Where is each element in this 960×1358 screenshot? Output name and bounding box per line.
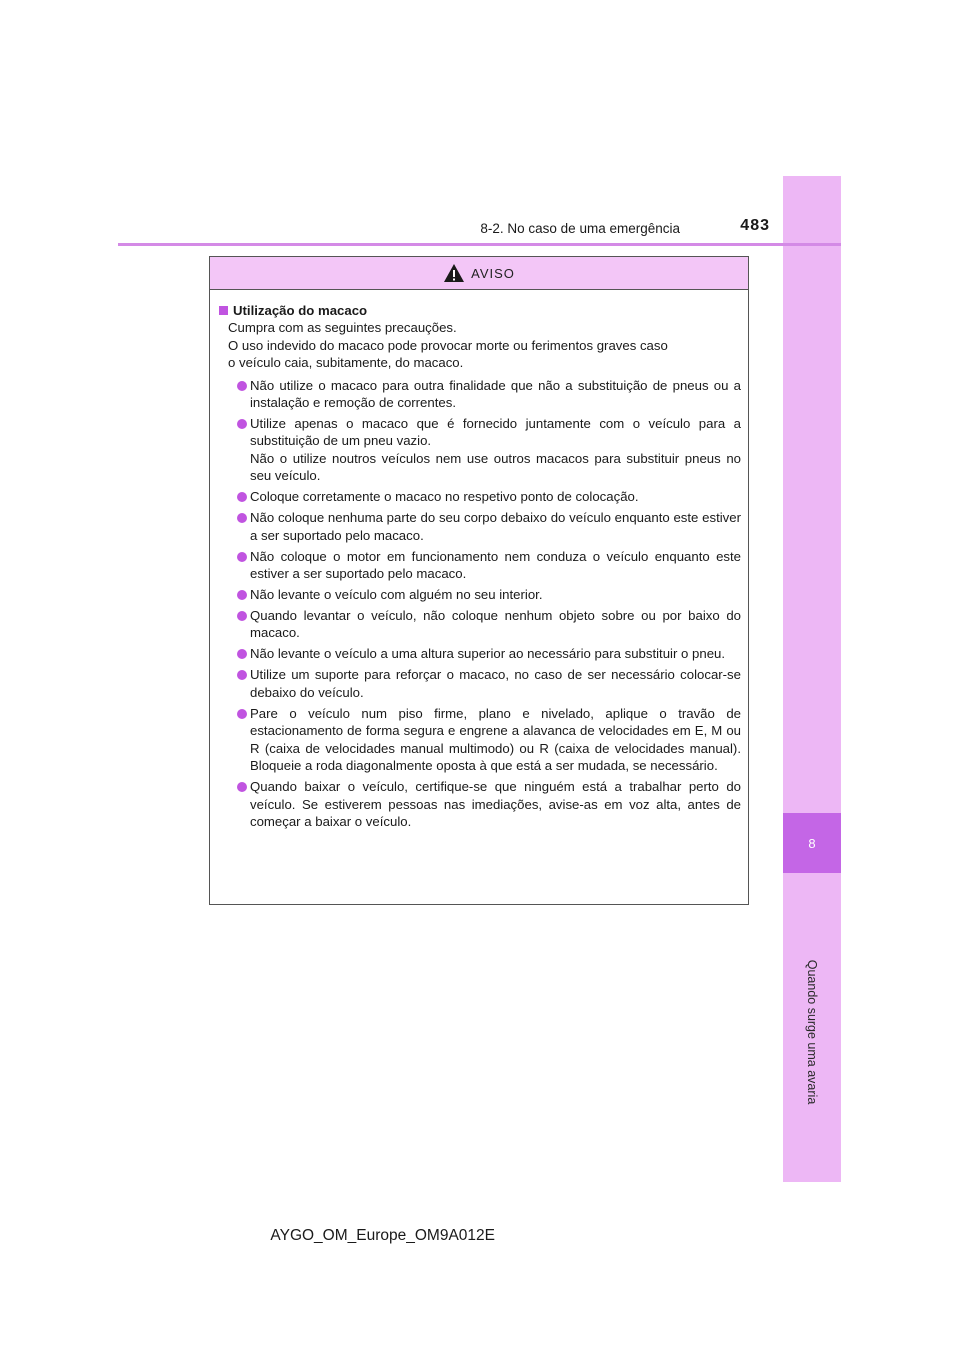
header-divider [118, 243, 841, 246]
precaution-extra-text: Não o utilize noutros veículos nem use outros macacos para substituir pneus no seu veículo. [250, 450, 741, 484]
warning-title: AVISO [471, 265, 515, 281]
topic-heading-text: Utilização do macaco [233, 303, 368, 318]
precaution-text: Coloque corretamente o macaco no respetivo ponto de colocação. [250, 489, 639, 505]
bullet-dot-icon [237, 590, 247, 600]
warning-body [210, 290, 748, 830]
precaution-item [228, 548, 741, 583]
precaution-text: Não levante o veículo com alguém no seu interior. [250, 587, 543, 603]
intro-text [228, 319, 741, 371]
warning-header [210, 257, 748, 290]
bullet-dot-icon [237, 670, 247, 680]
bullet-dot-icon [237, 381, 247, 391]
precaution-item [228, 586, 741, 603]
section-title: 8-2. No caso de uma emergência [480, 221, 680, 236]
precaution-text: Quando baixar o veículo, certifique-se que ninguém está a trabalhar perto do veículo. Se estiverem pessoas nas imediações, avise-as em voz alta, antes de começar a baixar o veículo. [250, 779, 741, 829]
bullet-dot-icon [237, 782, 247, 792]
chapter-number: 8 [783, 813, 841, 873]
precaution-text: Quando levantar o veículo, não coloque nenhum objeto sobre ou por baixo do macaco. [250, 608, 741, 641]
precaution-text: Não levante o veículo a uma altura superior ao necessário para substituir o pneu. [250, 646, 726, 662]
bullet-dot-icon [237, 513, 247, 523]
precaution-item [228, 607, 741, 642]
bullet-dot-icon [237, 611, 247, 621]
bullet-dot-icon [237, 419, 247, 429]
intro-line: Cumpra com as seguintes precauções. [228, 320, 457, 336]
warning-box [209, 256, 749, 905]
page-number: 483 [740, 217, 770, 234]
precaution-text: Não utilize o macaco para outra finalidade que não a substituição de pneus ou a instalação e remoção de correntes. [250, 377, 741, 411]
bullet-dot-icon [237, 649, 247, 659]
precaution-item [228, 645, 741, 662]
precaution-item [228, 488, 741, 505]
precaution-item [228, 666, 741, 701]
document-code: AYGO_OM_Europe_OM9A012E [270, 1227, 495, 1244]
precaution-text: Não coloque o motor em funcionamento nem conduza o veículo enquanto este estiver a ser suportado pelo macaco. [250, 548, 741, 582]
bullet-dot-icon [237, 552, 247, 562]
precaution-text: Pare o veículo num piso firme, plano e nivelado, aplique o travão de estacionamento de forma segura e engrene a alavanca de velocidades em E, M ou R (caixa de velocidades manual multimodo) ou R (caixa de velocidades manual). Bloqueie a roda diagonalmente oposta à que está a ser mudada, se necessário. [250, 705, 741, 774]
precaution-text: Não coloque nenhuma parte do seu corpo debaixo do veículo enquanto este estiver a ser suportado pelo macaco. [250, 510, 741, 543]
intro-line: o veículo caia, subitamente, do macaco. [228, 355, 464, 371]
warning-triangle-icon [443, 263, 465, 283]
precaution-item [228, 415, 741, 485]
topic-heading [219, 302, 741, 319]
bullet-dot-icon [237, 709, 247, 719]
bullet-dot-icon [237, 492, 247, 502]
square-bullet-icon [219, 306, 228, 315]
precaution-item [228, 509, 741, 544]
precaution-text: Utilize um suporte para reforçar o macaco, no caso de ser necessário colocar-se debaixo do veículo. [250, 667, 741, 700]
precaution-list [219, 377, 741, 831]
precaution-item [228, 778, 741, 830]
precaution-text: Utilize apenas o macaco que é fornecido juntamente com o veículo para a substituição de um pneu vazio. [250, 416, 741, 449]
intro-line: O uso indevido do macaco pode provocar morte ou ferimentos graves caso [228, 337, 668, 353]
precaution-item [228, 377, 741, 412]
chapter-label: Quando surge uma avaria [805, 959, 819, 1105]
precaution-item [228, 705, 741, 775]
